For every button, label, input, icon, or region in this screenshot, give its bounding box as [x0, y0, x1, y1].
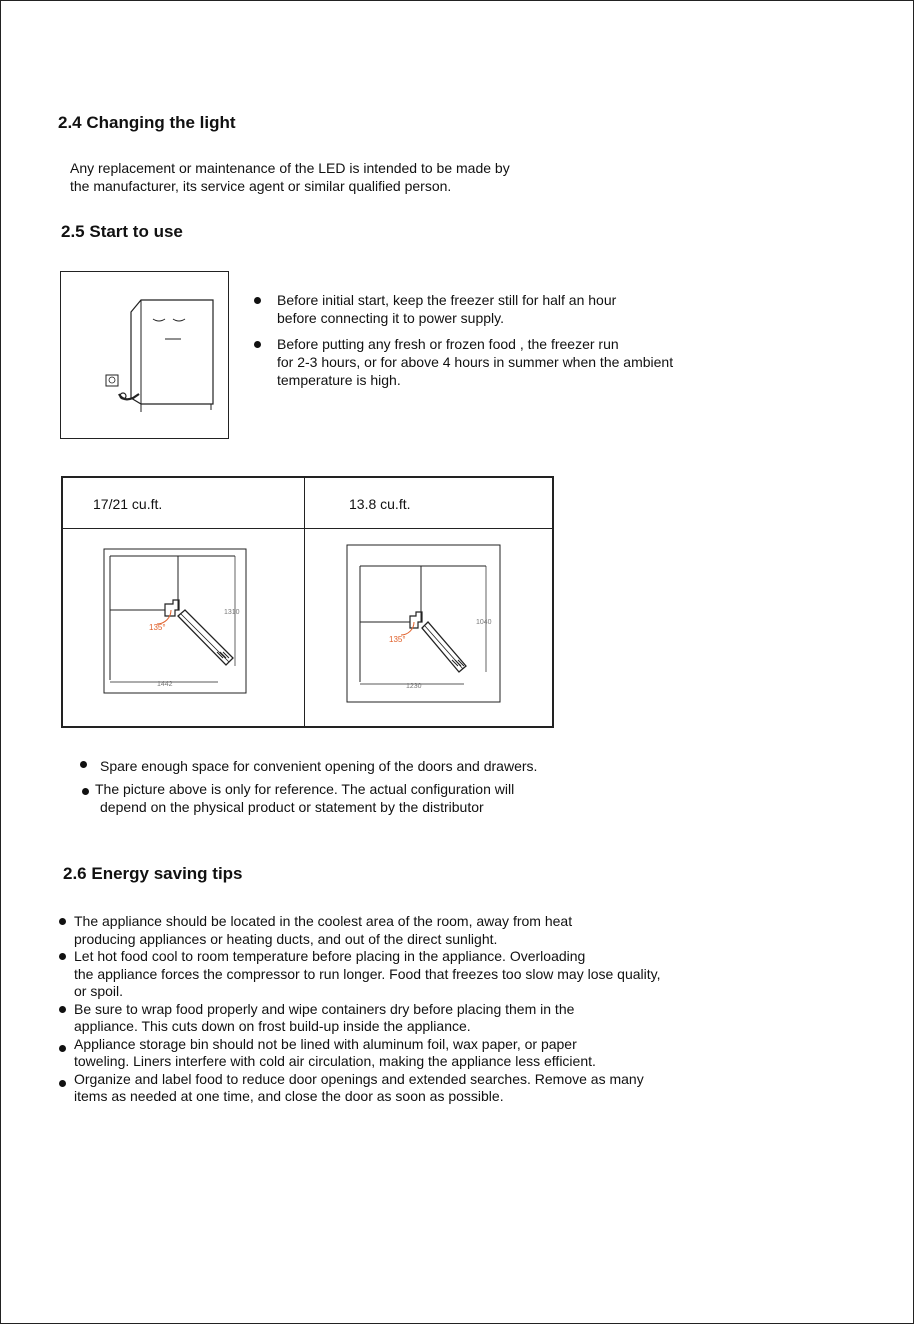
text-line: items as needed at one time, and close the door as soon as possible.	[74, 1088, 504, 1104]
changing-light-paragraph	[70, 159, 510, 195]
list-item	[74, 948, 661, 1001]
model-header-17-21: 17/21 cu.ft.	[93, 496, 163, 512]
text-line: The picture above is only for reference. The actual configuration will	[95, 781, 515, 797]
text-line: Spare enough space for convenient opening of the doors and drawers.	[100, 758, 538, 774]
energy-tips-list	[74, 913, 661, 1106]
list-item	[95, 780, 537, 816]
list-item	[74, 1036, 661, 1071]
text-line: producing appliances or heating ducts, and out of the direct sunlight.	[74, 930, 498, 947]
freezer-plug-illustration	[60, 271, 229, 439]
text-line: before connecting it to power supply.	[277, 310, 504, 326]
width-dimension-label: 1230	[406, 683, 422, 690]
text-line: for 2-3 hours, or for above 4 hours in summer when the ambient	[277, 354, 674, 370]
text-line: the manufacturer, its service agent or similar qualified person.	[70, 178, 452, 194]
list-item	[74, 913, 661, 948]
clearance-diagram-right	[346, 544, 502, 704]
text-line: the appliance forces the compressor to run longer. Food that freezes too slow may lose quality,	[74, 965, 661, 982]
text-line: Before initial start, keep the freezer still for half an hour	[277, 292, 617, 308]
start-to-use-list	[277, 291, 673, 397]
list-item	[74, 1071, 661, 1106]
clearance-diagram-left	[103, 548, 248, 696]
text-line: The appliance should be located in the coolest area of the room, away from heat	[74, 913, 573, 929]
text-line: Any replacement or maintenance of the LED is intended to be made by	[70, 160, 510, 176]
clearance-notes-list	[95, 757, 538, 821]
list-item	[277, 291, 673, 327]
depth-dimension-label: 1310	[224, 609, 240, 616]
text-line: Be sure to wrap food properly and wipe containers dry before placing them in the	[74, 1000, 575, 1017]
text-line: Before putting any fresh or frozen food , the freezer run	[277, 336, 619, 352]
section-heading-start-to-use: 2.5 Start to use	[61, 222, 183, 241]
width-dimension-label: 1442	[157, 681, 173, 688]
text-line: toweling. Liners interfere with cold air circulation, making the appliance less efficient.	[74, 1053, 596, 1069]
text-line: appliance. This cuts down on frost build-up inside the appliance.	[74, 1018, 471, 1034]
door-angle-label: 135°	[149, 623, 166, 632]
text-line: depend on the physical product or statement by the distributor	[100, 799, 484, 815]
depth-dimension-label: 1040	[476, 619, 492, 626]
table-divider	[63, 528, 552, 529]
list-item	[277, 335, 673, 389]
list-item	[74, 1001, 661, 1036]
door-angle-label: 135°	[389, 635, 406, 644]
door-clearance-table	[61, 476, 554, 728]
list-item	[100, 757, 537, 775]
text-line: Organize and label food to reduce door openings and extended searches. Remove as many	[74, 1070, 644, 1087]
text-line: Let hot food cool to room temperature before placing in the appliance. Overloading	[74, 948, 586, 964]
table-divider	[304, 478, 305, 726]
text-line: temperature is high.	[277, 372, 401, 388]
section-heading-energy-saving: 2.6 Energy saving tips	[63, 864, 243, 883]
model-header-13-8: 13.8 cu.ft.	[349, 496, 411, 512]
freezer-icon	[61, 272, 228, 438]
section-heading-changing-light: 2.4 Changing the light	[58, 113, 236, 132]
text-line: or spoil.	[74, 983, 124, 999]
text-line: Appliance storage bin should not be lined with aluminum foil, wax paper, or paper	[74, 1035, 577, 1052]
